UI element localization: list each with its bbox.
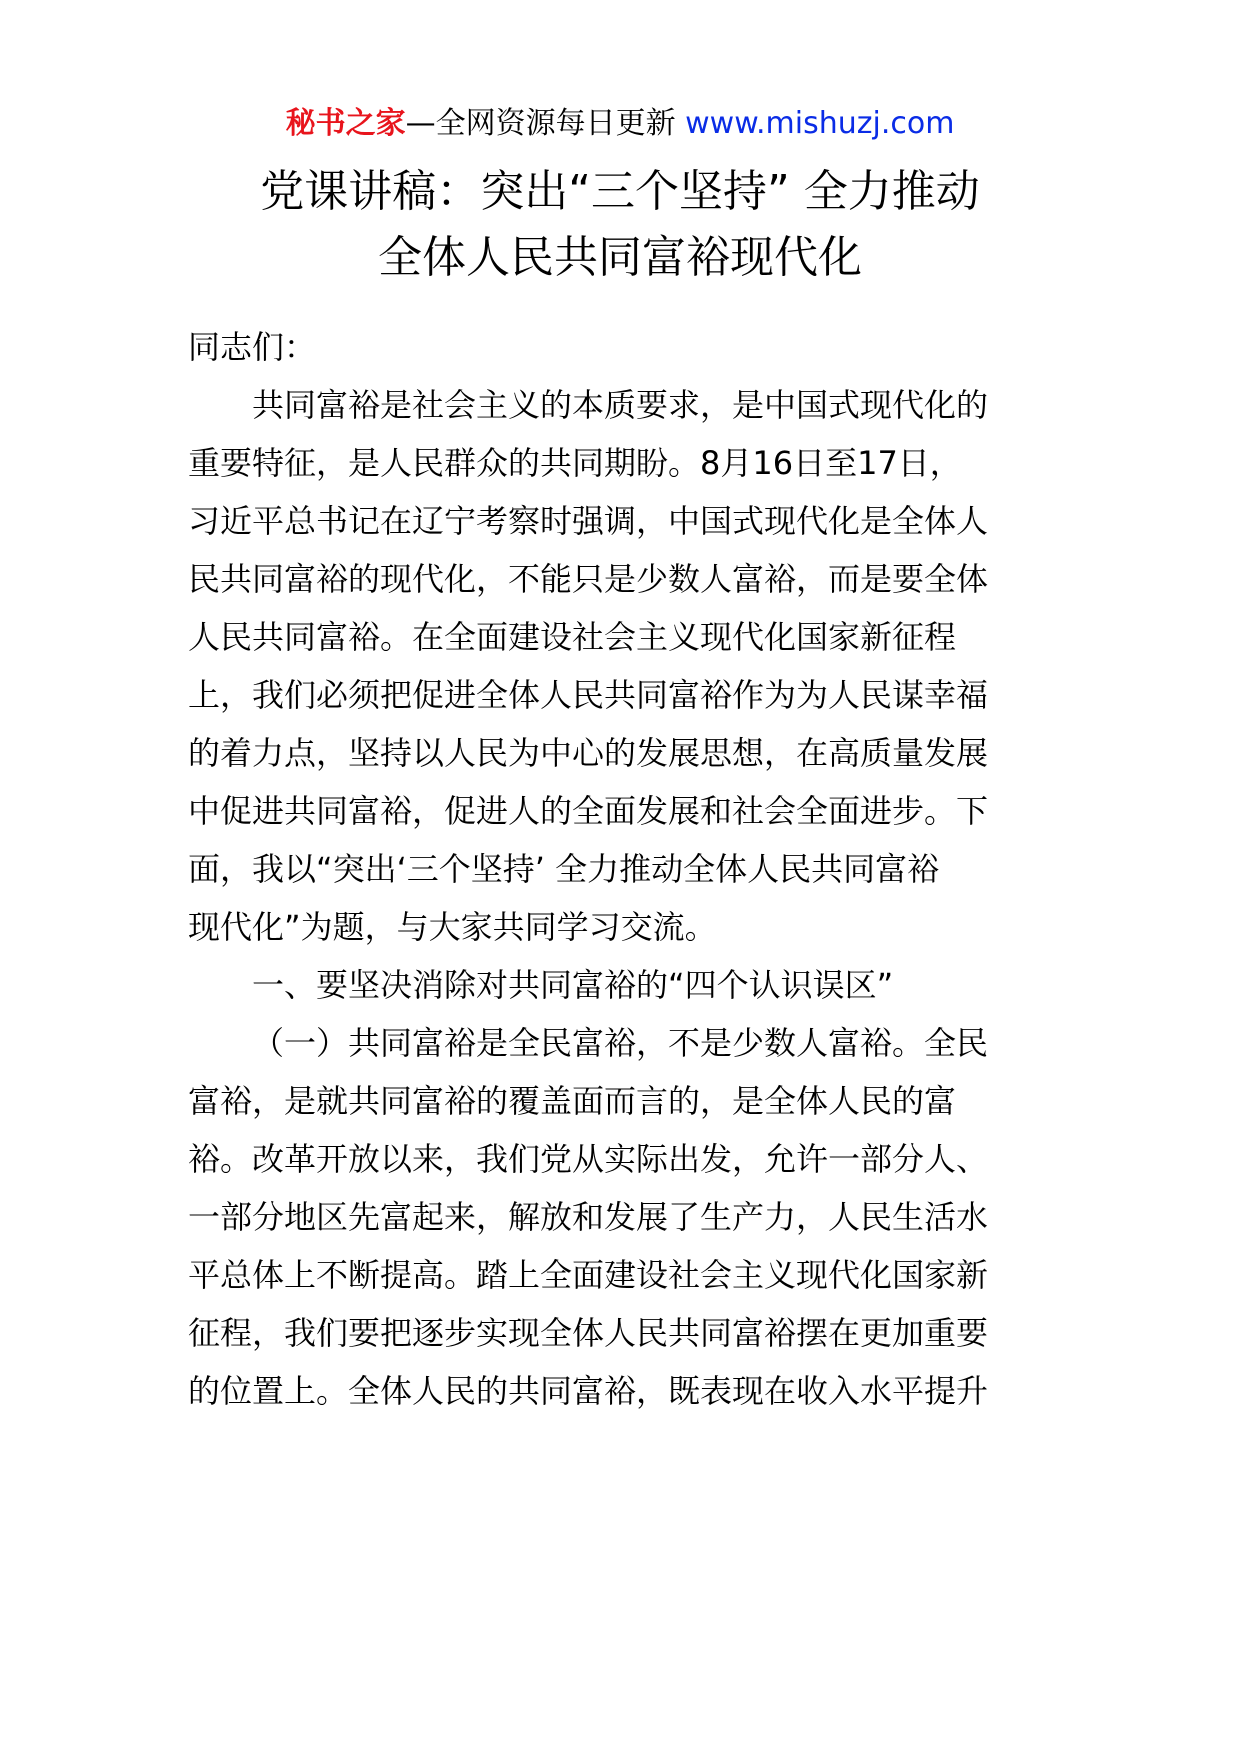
site-banner: [0, 104, 1240, 144]
body-line: 裕。改革开放以来，我们党从实际出发，允许一部分人、: [188, 1140, 989, 1178]
body-line: 富裕，是就共同富裕的覆盖面而言的，是全体人民的富: [188, 1082, 957, 1120]
body-line: 一部分地区先富起来，解放和发展了生产力，人民生活水: [188, 1198, 989, 1236]
document-title-line-1: 党课讲稿：突出“三个坚持” 全力推动: [260, 166, 980, 217]
body-line: （一）共同富裕是全民富裕，不是少数人富裕。全民: [252, 1024, 989, 1062]
body-line: 现代化”为题，与大家共同学习交流。: [188, 908, 717, 946]
body-line: 的位置上。全体人民的共同富裕，既表现在收入水平提升: [188, 1372, 989, 1410]
body-line: 征程，我们要把逐步实现全体人民共同富裕摆在更加重要: [188, 1314, 989, 1352]
document-title-line-2: 全体人民共同富裕现代化: [378, 232, 862, 283]
body-line: 中促进共同富裕，促进人的全面发展和社会全面进步。下: [188, 792, 989, 830]
section-heading: 一、要坚决消除对共同富裕的“四个认识误区”: [252, 966, 894, 1004]
body-line: 面，我以“突出‘三个坚持’ 全力推动全体人民共同富裕: [188, 850, 940, 888]
body-line: 上，我们必须把促进全体人民共同富裕作为为人民谋幸福: [188, 676, 989, 714]
body-line: 人民共同富裕。在全面建设社会主义现代化国家新征程: [188, 618, 957, 656]
body-line: 习近平总书记在辽宁考察时强调，中国式现代化是全体人: [188, 502, 989, 540]
body-line: 平总体上不断提高。踏上全面建设社会主义现代化国家新: [188, 1256, 989, 1294]
salutation: 同志们：: [188, 328, 317, 366]
body-line: 民共同富裕的现代化，不能只是少数人富裕，而是要全体: [188, 560, 989, 598]
brand-name: 秘书之家: [285, 106, 406, 141]
banner-tagline: —全网资源每日更新: [405, 106, 686, 141]
body-line: 的着力点，坚持以人民为中心的发展思想，在高质量发展: [188, 734, 989, 772]
body-line: 重要特征，是人民群众的共同期盼。8月16日至17日，: [188, 444, 962, 482]
site-url-link[interactable]: www.mishuzj.com: [685, 106, 955, 141]
body-line: 共同富裕是社会主义的本质要求，是中国式现代化的: [252, 386, 989, 424]
